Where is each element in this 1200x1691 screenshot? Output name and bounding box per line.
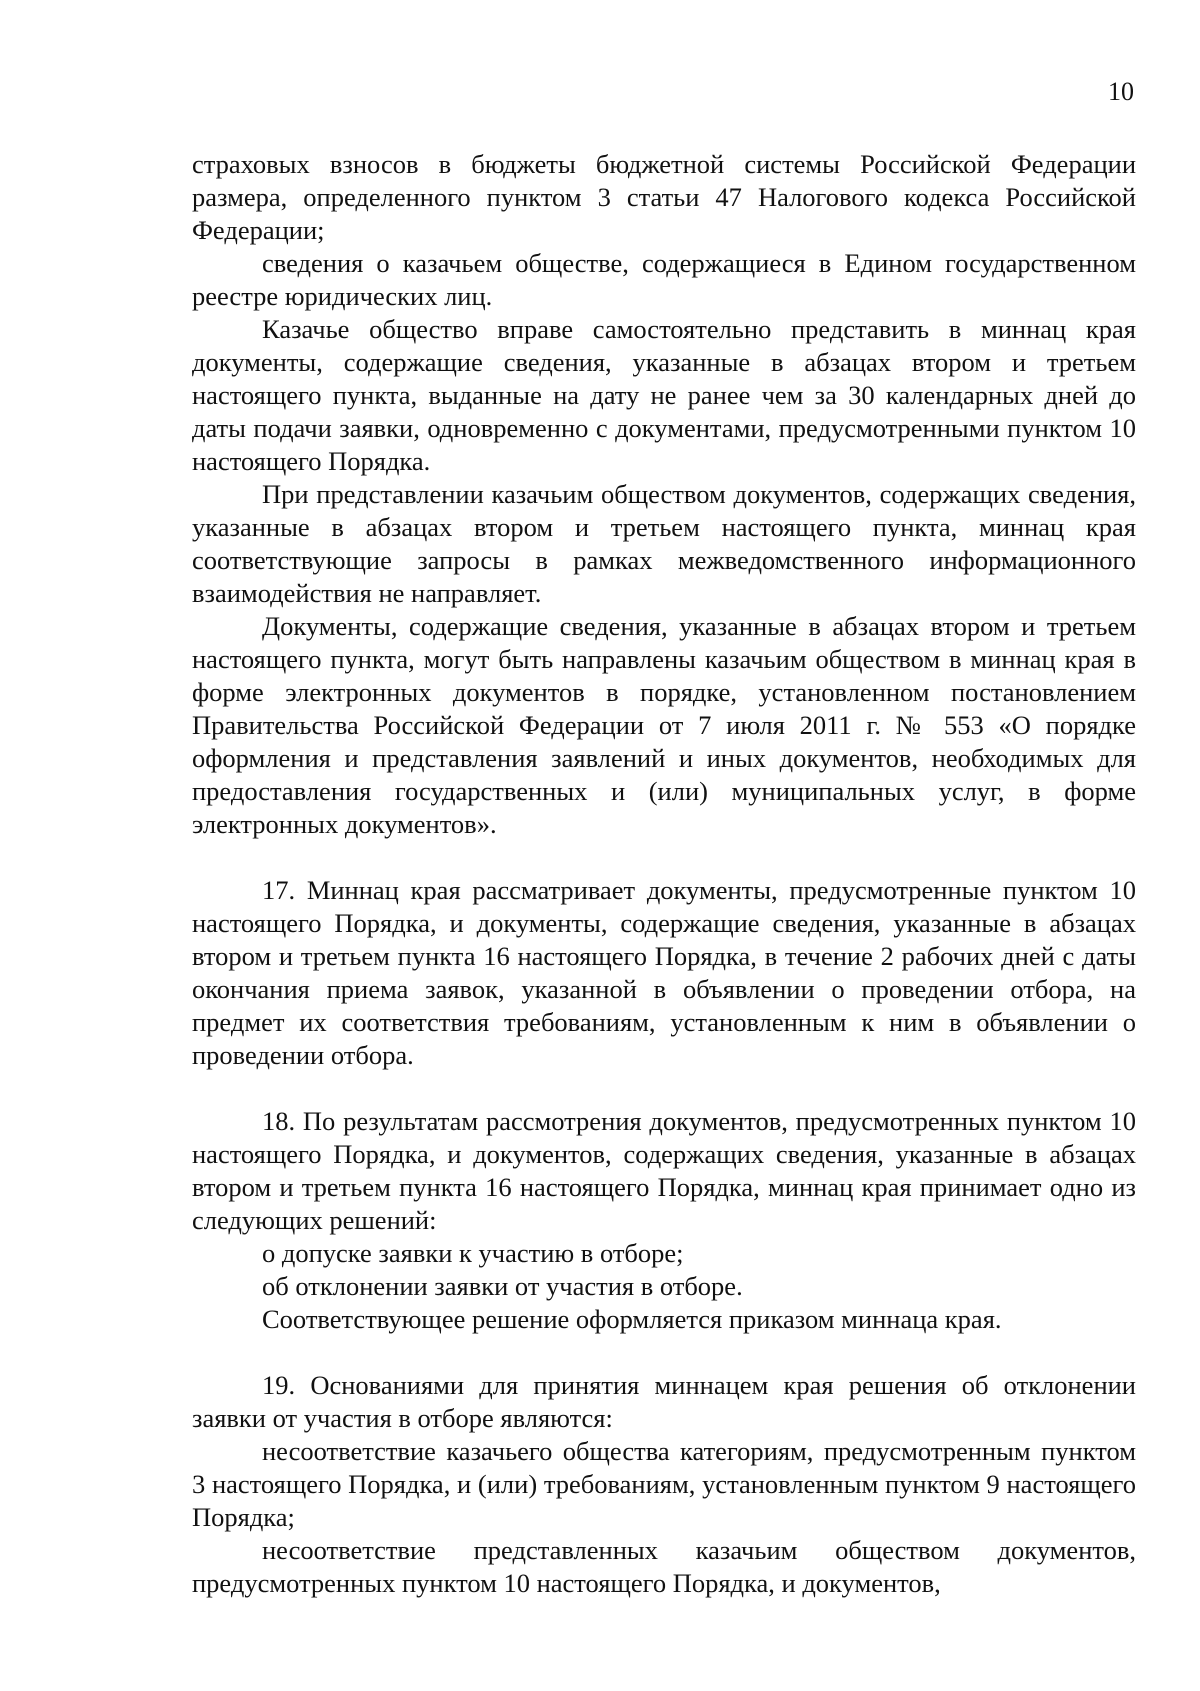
paragraph: Казачье общество вправе самостоятельно представить в миннац края документы, содержащие сведения, указанные в абзацах втором и третьем настоящего пункта, выданные на дату не ранее чем за 30 календарных дней до даты подачи заявки, одновременно с документами, предусмотренными пунктом 10 настоящего Порядка. xyxy=(192,314,1136,476)
paragraph: Соответствующее решение оформляется приказом миннаца края. xyxy=(262,1304,1002,1334)
paragraph: Документы, содержащие сведения, указанные в абзацах втором и третьем настоящего пункта, могут быть направлены казачьим обществом в миннац края в форме электронных документов в порядке, установленном постановлением Правительства Российской Федерации от 7 июля 2011 г. № 553 «О порядке оформления и представления заявлений и иных документов, необходимых для предоставления государственных и (или) муниципальных услуг, в форме электронных документов». xyxy=(192,611,1136,839)
paragraph-item-17: 17. Миннац края рассматривает документы, предусмотренные пунктом 10 настоящего Порядка, и документы, содержащие сведения, указанные в абзацах втором и третьем пункта 16 настоящего Порядка, в течение 2 рабочих дней с даты окончания приема заявок, указанной в объявлении о проведении отбора, на предмет их соответствия требованиям, установленным к ним в объявлении о проведении отбора. xyxy=(192,875,1136,1070)
paragraph: несоответствие казачьего общества категориям, предусмотренным пунктом 3 настоящего Порядка, и (или) требованиям, установленным пунктом 9 настоящего Порядка; xyxy=(192,1436,1136,1532)
paragraph: При представлении казачьим обществом документов, содержащих сведения, указанные в абзацах втором и третьем настоящего пункта, миннац края соответствующие запросы в рамках межведомственного информационного взаимодействия не направляет. xyxy=(192,479,1136,608)
paragraph: о допуске заявки к участию в отборе; xyxy=(262,1238,684,1268)
paragraph: несоответствие представленных казачьим обществом документов, предусмотренных пунктом 10 настоящего Порядка, и документов, xyxy=(192,1535,1136,1598)
paragraph-item-19: 19. Основаниями для принятия миннацем края решения об отклонении заявки от участия в отборе являются: xyxy=(192,1370,1136,1433)
paragraph-item-18: 18. По результатам рассмотрения документов, предусмотренных пунктом 10 настоящего Порядка, и документов, содержащих сведения, указанные в абзацах втором и третьем пункта 16 настоящего Порядка, миннац края принимает одно из следующих решений: xyxy=(192,1106,1136,1235)
page-number: 10 xyxy=(1108,77,1134,106)
paragraph: страховых взносов в бюджеты бюджетной системы Российской Федерации размера, определенного пунктом 3 статьи 47 Налогового кодекса Российской Федерации; xyxy=(192,149,1136,245)
document-body xyxy=(192,148,1136,1600)
paragraph: сведения о казачьем обществе, содержащиеся в Едином государственном реестре юридических лиц. xyxy=(192,248,1136,311)
paragraph: об отклонении заявки от участия в отборе. xyxy=(262,1271,743,1301)
